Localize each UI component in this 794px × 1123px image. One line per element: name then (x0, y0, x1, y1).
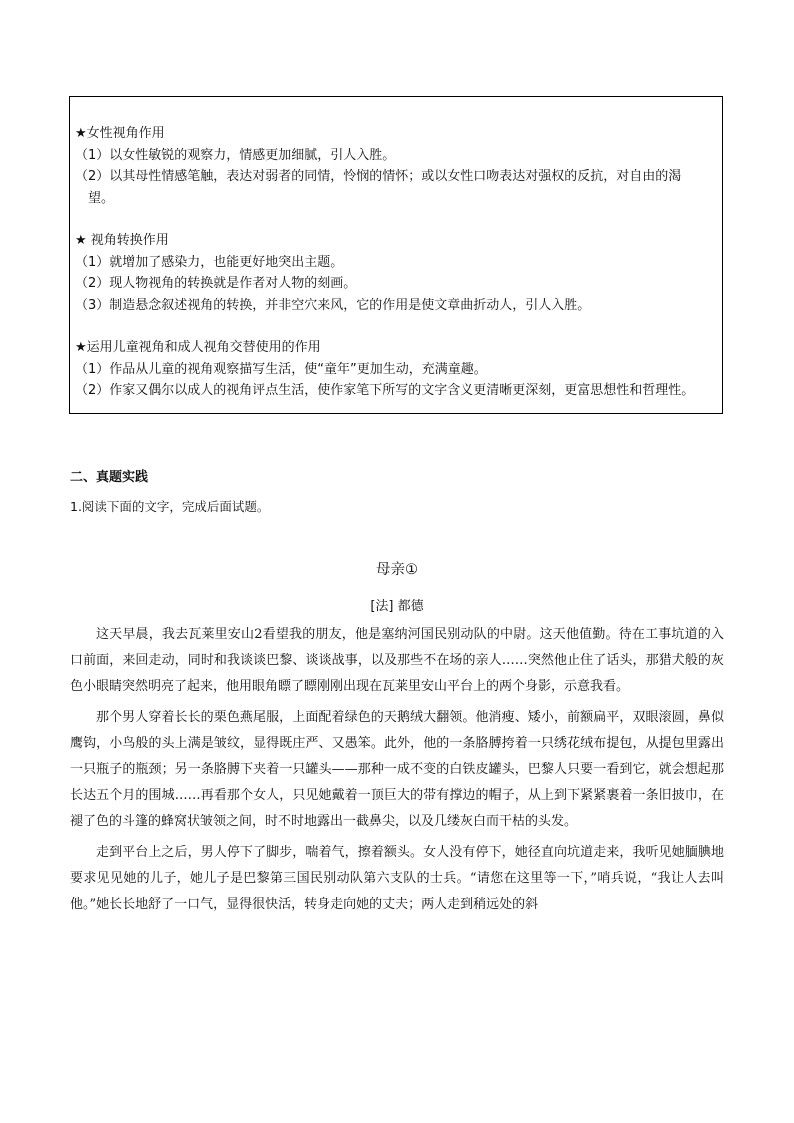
article-author: [法] 都德 (370, 599, 424, 614)
tips-section-perspective-switch (75, 230, 718, 316)
question-prompt: 1.阅读下面的文字，完成后面试题。 (70, 499, 270, 514)
article-paragraph: 走到平台上之后，男人停下了脚步，喘着气，擦着额头。女人没有停下，她径直向坑道走来，我听见她腼腆地要求见见她的儿子，她儿子是巴黎第三国民别动队第六支队的士兵。“请您在这里等一下，”哨兵说，“我让人去叫他。”她长长地舒了一口气，显得很快活，转身走向她的丈夫；两人走到稍远处的斜 (70, 845, 724, 912)
section-heading: ★ 视角转换作用 (75, 233, 169, 248)
list-item: （1）以女性敏锐的观察力，情感更加细腻，引人入胜。 (75, 147, 396, 163)
article-body (70, 622, 724, 924)
article-paragraph: 那个男人穿着长长的栗色燕尾服，上面配着绿色的天鹅绒大翻领。他消瘦、矮小，前额扁平，双眼滚圆，鼻似鹰钩，小鸟般的头上满是皱纹，显得既庄严、又愚笨。此外，他的一条胳膊挎着一只绣花绒布提包，从提包里露出一只瓶子的瓶颈；另一条胳膊下夹着一只罐头——那种一成不变的白铁皮罐头，巴黎人只要一看到它，就会想起那长达五个月的围城……再看那个女人，只见她戴着一顶巨大的带有撑边的帽子，从上到下紧紧裹着一条旧披巾，在褪了色的斗篷的蜂窝状皱领之间，时不时地露出一截鼻尖，以及几缕灰白而干枯的头发。 (70, 710, 724, 829)
section-heading: ★女性视角作用 (75, 126, 165, 141)
tips-section-female-perspective (75, 123, 718, 209)
list-item: （1）作品从儿童的视角观察描写生活，使“童年”更加生动，充满童趣。 (75, 361, 487, 377)
list-item: （3）制造悬念叙述视角的转换，并非空穴来风，它的作用是使文章曲折动人，引人入胜。 (75, 297, 591, 313)
section-heading-practice: 二、真题实践 (70, 470, 149, 485)
list-item: （2）作家又偶尔以成人的视角评点生活，使作家笔下所写的文字含义更清晰更深刻，更富思想性和哲理性。 (75, 383, 695, 398)
tips-box (69, 96, 723, 414)
section-heading: ★运用儿童视角和成人视角交替使用的作用 (75, 340, 321, 355)
article-title: 母亲① (376, 562, 418, 578)
tips-section-child-adult-perspective (75, 337, 718, 402)
list-item: （1）就增加了感染力，也能更好地突出主题。 (75, 254, 344, 270)
article-paragraph: 这天早晨，我去瓦莱里安山2看望我的朋友，他是塞纳河国民别动队的中尉。这天他值勤。待在工事坑道的入口前面，来回走动，同时和我谈谈巴黎、谈谈战事，以及那些不在场的亲人……突然他止住了话头，那猎犬般的灰色小眼睛突然明亮了起来，他用眼角瞟了瞟刚刚出现在瓦莱里安山平台上的两个身影，示意我看。 (70, 627, 724, 694)
list-item: （2）以其母性情感笔触，表达对弱者的同情，怜悯的情怀；或以女性口吻表达对强权的反抗，对自由的渴 (75, 169, 682, 184)
list-item-continuation: 望。 (88, 190, 115, 206)
list-item: （2）现人物视角的转换就是作者对人物的刻画。 (75, 276, 357, 291)
